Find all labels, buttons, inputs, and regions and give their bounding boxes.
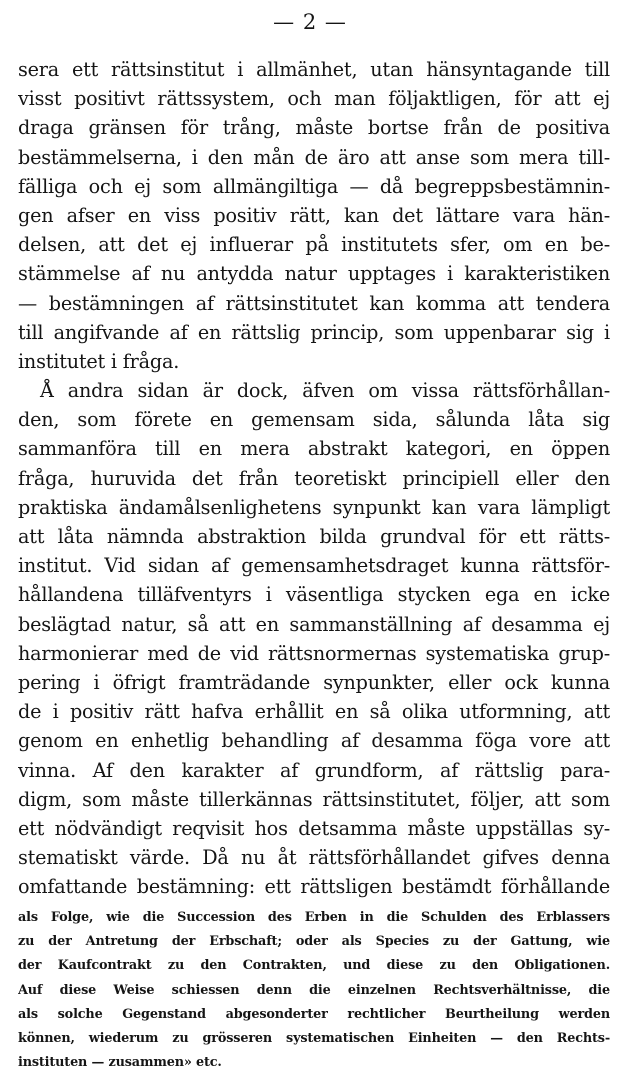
- body-text: [18, 55, 610, 901]
- page-number: — 2 —: [273, 10, 347, 34]
- text-line: ett nödvändigt reqvisit hos detsamma måste uppställas sy-: [18, 816, 610, 840]
- text-line: visst positivt rättssystem, och man följaktligen, för att ej: [18, 87, 610, 111]
- text-line: institutet i fråga.: [18, 349, 180, 373]
- footnote-line: instituten — zusammen» etc.: [18, 1055, 222, 1071]
- text-line: bestämmelserna, i den mån de äro att anse som mera till-: [18, 145, 610, 169]
- text-line: praktiska ändamålsenlighetens synpunkt kan vara lämpligt: [18, 495, 610, 519]
- paragraph-start-line: Å andra sidan är dock, äfven om vissa rättsförhållan-: [40, 379, 610, 403]
- text-line: harmonierar med de vid rättsnormernas systematiska grup-: [18, 641, 610, 665]
- footnote-line: als Folge, wie die Succession des Erben in die Schulden des Erblassers: [18, 910, 610, 925]
- text-line: den, som förete en gemensam sida, sålunda låta sig: [18, 408, 610, 432]
- text-line: vinna. Af den karakter af grundform, af rättslig para-: [18, 758, 610, 782]
- footnote-line: Auf diese Weise schiessen denn die einzelnen Rechtsverhältnisse, die: [18, 982, 610, 998]
- text-line: sammanföra till en mera abstrakt kategori, en öppen: [18, 437, 610, 461]
- text-line: fälliga och ej som allmängiltiga — då begreppsbestämnin-: [18, 174, 610, 198]
- text-line: stämmelse af nu antydda natur upptages i karakteristiken: [18, 262, 610, 286]
- text-line: hållandena tilläfventyrs i väsentliga stycken ega en icke: [18, 583, 610, 607]
- text-line: beslägtad natur, så att en sammanställning af desamma ej: [18, 612, 610, 636]
- text-line: till angifvande af en rättslig princip, som uppenbarar sig i: [18, 320, 610, 344]
- text-line: stematiskt värde. Då nu åt rättsförhållandet gifves denna: [18, 846, 610, 870]
- text-line: — bestämningen af rättsinstitutet kan komma att tendera: [18, 291, 610, 315]
- text-line: de i positiv rätt hafva erhållit en så olika utformning, att: [18, 700, 610, 724]
- text-line: genom en enhetlig behandling af desamma föga vore att: [18, 729, 610, 753]
- footnote-line: können, wiederum zu grösseren systematischen Einheiten — den Rechts-: [18, 1030, 610, 1046]
- text-line: sera ett rättsinstitut i allmänhet, utan hänsyntagande till: [18, 58, 610, 81]
- text-line: omfattande bestämning: ett rättsligen bestämdt förhållande: [18, 875, 610, 899]
- text-line: digm, som måste tillerkännas rättsinstitutet, följer, att som: [18, 787, 610, 811]
- text-line: fråga, huruvida det från teoretiskt principiell eller den: [18, 466, 610, 490]
- text-line: att låta nämnda abstraktion bilda grundval för ett rätts-: [18, 525, 610, 548]
- text-line: gen afser en viss positiv rätt, kan det lättare vara hän-: [18, 203, 610, 227]
- text-line: pering i öfrigt framträdande synpunkter, eller ock kunna: [18, 670, 610, 694]
- footnote: [18, 906, 610, 1075]
- footnote-line: der Kaufcontrakt zu den Contrakten, und diese zu den Obligationen.: [18, 958, 610, 974]
- footnote-line: zu der Antretung der Erbschaft; oder als Species zu der Gattung, wie: [18, 934, 610, 950]
- text-line: institut. Vid sidan af gemensamhetsdraget kunna rättsför-: [18, 554, 610, 578]
- text-line: delsen, att det ej influerar på institutets sfer, om en be-: [18, 233, 610, 257]
- text-line: draga gränsen för trång, måste bortse från de positiva: [18, 116, 610, 140]
- footnote-line: als solche Gegenstand abgesonderter rechtlicher Beurtheilung werden: [18, 1006, 610, 1022]
